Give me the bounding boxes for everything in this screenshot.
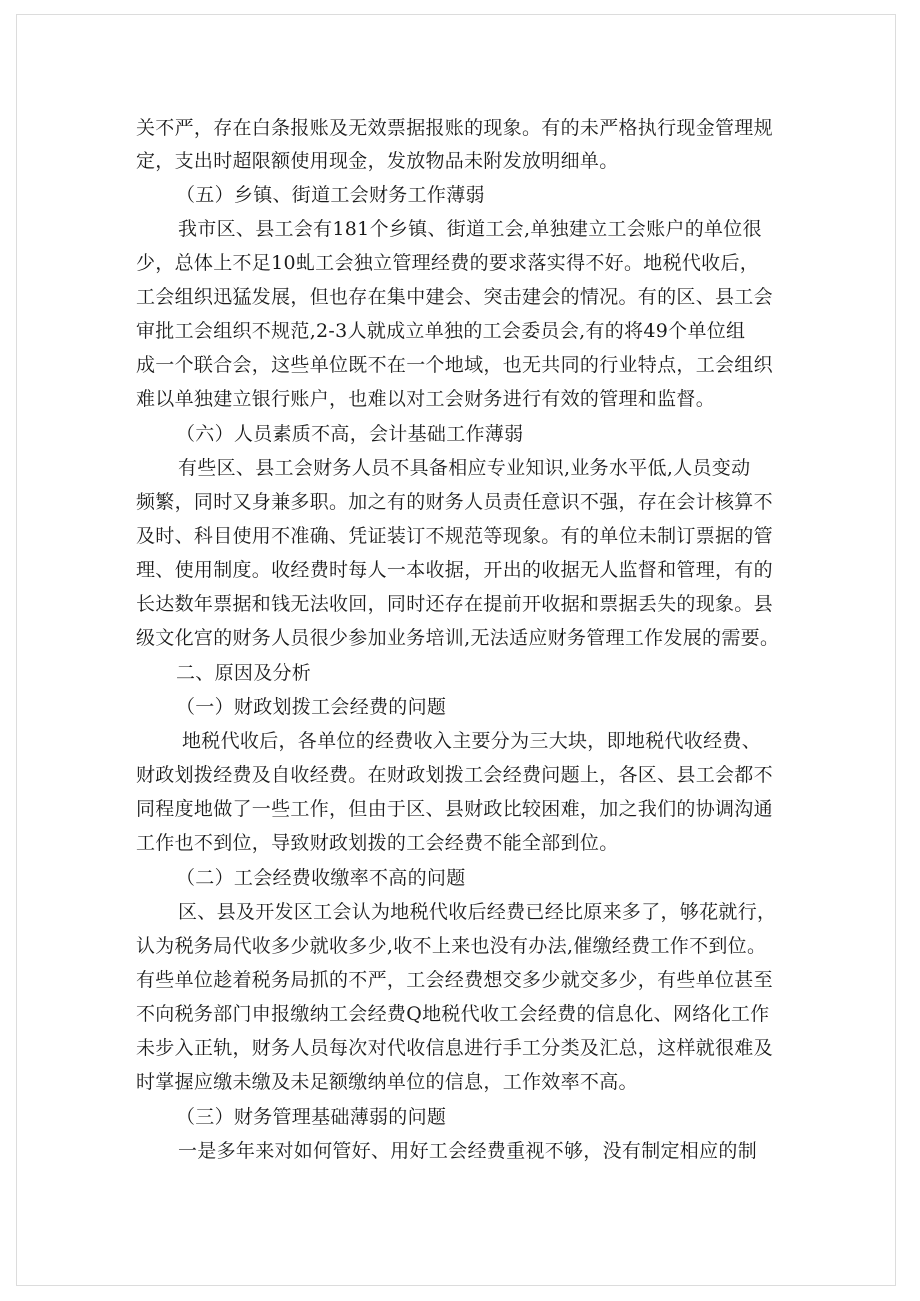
text-line: 级文化宫的财务人员很少参加业务培训,无法适应财务管理工作发展的需要。 <box>136 627 780 649</box>
section-heading: （五）乡镇、街道工会财务工作薄弱 <box>176 184 485 206</box>
text-line: 一是多年来对如何管好、用好工会经费重视不够，没有制定相应的制 <box>178 1140 758 1162</box>
text-line: 少，总体上不足10虬工会独立管理经费的要求落实得不好。地税代收后， <box>136 252 760 274</box>
text-line: 理、使用制度。收经费时每人一本收据，开出的收据无人监督和管理，有的 <box>136 559 773 581</box>
text-line: 定，支出时超限额使用现金，发放物品未附发放明细单。 <box>136 150 619 172</box>
section-heading: （一）财政划拨工会经费的问题 <box>176 696 447 718</box>
text-line: 长达数年票据和钱无法收回，同时还存在提前开收据和票据丢失的现象。县 <box>136 593 773 615</box>
text-line: 有些区、县工会财务人员不具备相应专业知识,业务水平低,人员变动 <box>178 457 751 479</box>
text-line: 频繁，同时又身兼多职。加之有的财务人员责任意识不强，存在会计核算不 <box>136 491 773 513</box>
text-line: 工会组织迅猛发展，但也存在集中建会、突击建会的情况。有的区、县工会 <box>136 286 773 308</box>
section-heading: 二、原因及分析 <box>176 662 312 684</box>
text-line: 时掌握应缴未缴及未足额缴纳单位的信息，工作效率不高。 <box>136 1071 638 1093</box>
text-line: 有些单位趁着税务局抓的不严，工会经费想交多少就交多少，有些单位甚至 <box>136 969 773 991</box>
text-line: 未步入正轨，财务人员每次对代收信息进行手工分类及汇总，这样就很难及 <box>136 1037 773 1059</box>
section-heading: （三）财务管理基础薄弱的问题 <box>176 1106 447 1128</box>
text-line: 成一个联合会，这些单位既不在一个地域，也无共同的行业特点，工会组织 <box>136 354 773 376</box>
text-line: 及时、科目使用不准确、凭证装订不规范等现象。有的单位未制订票据的管 <box>136 525 773 547</box>
text-line: 审批工会组织不规范,2-3人就成立单独的工会委员会,有的将49个单位组 <box>136 320 746 342</box>
section-heading: （二）工会经费收缴率不高的问题 <box>176 867 466 889</box>
text-line: 难以单独建立银行账户，也难以对工会财务进行有效的管理和监督。 <box>136 388 716 410</box>
text-line: 不向税务部门申报缴纳工会经费Q地税代收工会经费的信息化、网络化工作 <box>136 1003 770 1025</box>
text-line: 区、县及开发区工会认为地税代收后经费已经比原来多了，够花就行， <box>178 901 777 923</box>
text-line: 认为税务局代收多少就收多少,收不上来也没有办法,催缴经费工作不到位。 <box>136 935 767 957</box>
text-line: 财政划拨经费及自收经费。在财政划拨工会经费问题上，各区、县工会都不 <box>136 764 773 786</box>
text-line: 同程度地做了一些工作，但由于区、县财政比较困难，加之我们的协调沟通 <box>136 798 773 820</box>
text-line: 关不严，存在白条报账及无效票据报账的现象。有的未严格执行现金管理规 <box>136 117 773 139</box>
text-line: 我市区、县工会有181个乡镇、街道工会,单独建立工会账户的单位很 <box>178 218 762 240</box>
text-line: 地税代收后，各单位的经费收入主要分为三大块，即地税代收经费、 <box>182 730 762 752</box>
text-line: 工作也不到位，导致财政划拨的工会经费不能全部到位。 <box>136 832 619 854</box>
section-heading: （六）人员素质不高，会计基础工作薄弱 <box>176 423 524 445</box>
